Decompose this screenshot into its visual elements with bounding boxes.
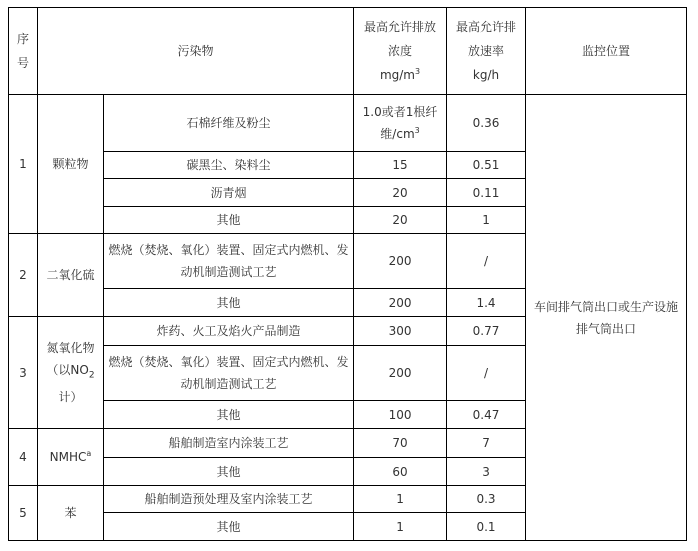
- header-conc-unit: [358, 63, 442, 87]
- concentration-cell: 1: [354, 513, 447, 541]
- rate-cell: 1.4: [447, 289, 526, 317]
- concentration-cell: 200: [354, 234, 447, 289]
- group-number: 4: [9, 429, 38, 486]
- conc-unit-text: mg/m: [379, 68, 415, 82]
- group-number: 1: [9, 95, 38, 234]
- header-monitor: 监控位置: [526, 8, 687, 95]
- process-cell: 船舶制造预处理及室内涂装工艺: [104, 486, 354, 513]
- rate-cell: 0.36: [447, 95, 526, 152]
- rate-cell: 1: [447, 207, 526, 234]
- concentration-cell: [354, 95, 447, 152]
- group-number: 5: [9, 486, 38, 541]
- group-name-superscript: a: [86, 449, 92, 458]
- concentration-cell: 200: [354, 346, 447, 401]
- process-cell: 其他: [104, 401, 354, 429]
- concentration-cell: 200: [354, 289, 447, 317]
- rate-cell: /: [447, 346, 526, 401]
- header-concentration: [354, 8, 447, 95]
- process-cell: 其他: [104, 207, 354, 234]
- group-name: 苯: [38, 486, 104, 541]
- process-cell: 石棉纤维及粉尘: [104, 95, 354, 152]
- concentration-cell: 300: [354, 317, 447, 346]
- header-rate-line1: 最高允许排: [456, 20, 517, 34]
- monitor-location-cell: 车间排气筒出口或生产设施排气筒出口: [526, 95, 687, 541]
- process-cell: 其他: [104, 458, 354, 486]
- process-cell: 其他: [104, 513, 354, 541]
- concentration-cell: 20: [354, 207, 447, 234]
- group-name: [38, 317, 104, 429]
- rate-cell: /: [447, 234, 526, 289]
- header-seq: 序号: [9, 8, 38, 95]
- process-cell: 沥青烟: [104, 179, 354, 207]
- concentration-cell: 60: [354, 458, 447, 486]
- group-name-tail: 计）: [58, 390, 83, 405]
- header-rate-unit: kg/h: [472, 68, 500, 82]
- concentration-cell: 70: [354, 429, 447, 458]
- table-row: [9, 95, 687, 152]
- concentration-cell: 100: [354, 401, 447, 429]
- concentration-text: 1.0或者1根纤维/cm: [362, 105, 438, 141]
- emission-limits-table: [8, 7, 687, 541]
- process-cell: 船舶制造室内涂装工艺: [104, 429, 354, 458]
- header-rate: [447, 8, 526, 95]
- group-name-subscript: 2: [88, 370, 95, 381]
- process-cell: 其他: [104, 289, 354, 317]
- concentration-superscript: 3: [414, 126, 420, 135]
- process-cell: 燃烧（焚烧、氧化）装置、固定式内燃机、发动机制造测试工艺: [104, 346, 354, 401]
- group-name-text: 氮氧化物（以NO: [46, 340, 95, 377]
- group-name: 二氧化硫: [38, 234, 104, 317]
- group-name-text: NMHC: [49, 450, 87, 464]
- concentration-cell: 20: [354, 179, 447, 207]
- rate-cell: 7: [447, 429, 526, 458]
- header-rate-line2: 放速率: [468, 44, 505, 58]
- group-number: 3: [9, 317, 38, 429]
- header-pollutant: 污染物: [38, 8, 354, 95]
- rate-cell: 0.11: [447, 179, 526, 207]
- rate-cell: 0.1: [447, 513, 526, 541]
- header-row: [9, 8, 687, 95]
- process-cell: 燃烧（焚烧、氧化）装置、固定式内燃机、发动机制造测试工艺: [104, 234, 354, 289]
- group-number: 2: [9, 234, 38, 317]
- group-name: 颗粒物: [38, 95, 104, 234]
- process-cell: 碳黑尘、染料尘: [104, 152, 354, 179]
- header-conc-line1: 最高允许排放: [364, 20, 437, 34]
- table-container: [8, 7, 687, 541]
- rate-cell: 0.51: [447, 152, 526, 179]
- rate-cell: 0.77: [447, 317, 526, 346]
- concentration-cell: 15: [354, 152, 447, 179]
- concentration-cell: 1: [354, 486, 447, 513]
- conc-unit-superscript: 3: [414, 67, 421, 76]
- group-name: [38, 429, 104, 486]
- header-conc-line2: 浓度: [388, 44, 413, 58]
- rate-cell: 3: [447, 458, 526, 486]
- process-cell: 炸药、火工及焰火产品制造: [104, 317, 354, 346]
- rate-cell: 0.3: [447, 486, 526, 513]
- rate-cell: 0.47: [447, 401, 526, 429]
